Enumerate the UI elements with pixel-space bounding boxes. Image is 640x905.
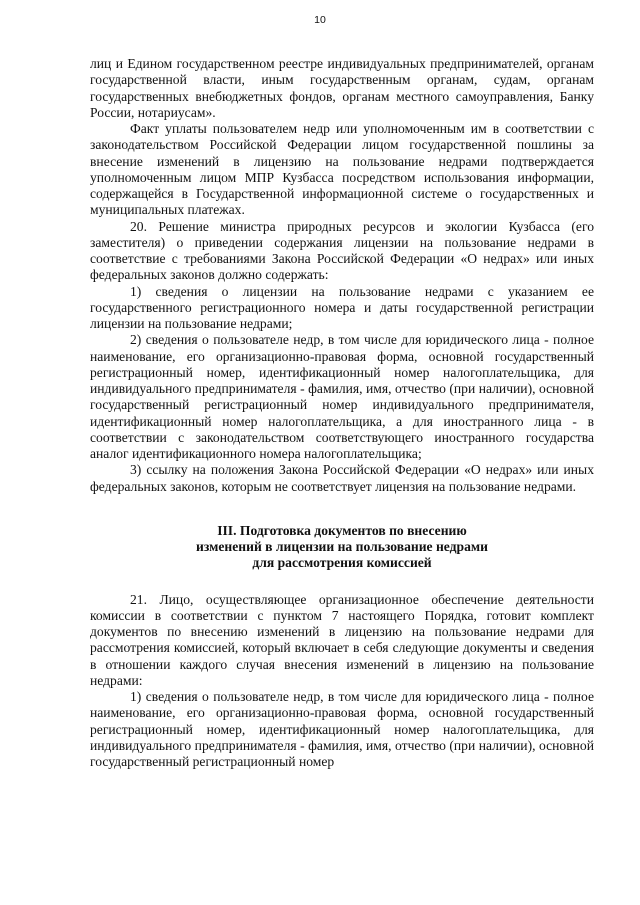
section-heading-line-2: изменений в лицензии на пользование недрами	[196, 539, 488, 555]
paragraph-fee-payment: Факт уплаты пользователем недр или уполномоченным им в соответствии с законодательством Российской Федерации лицом государственной пошлины за внесение изменений в лицензию на пользование недрами подтверждается уполномоченным лицом МПР Кузбасса посредством использования информации, содержащейся в Государственной информационной системе о государственных и муниципальных платежах.	[90, 121, 594, 218]
page-number: 10	[314, 14, 326, 26]
list-item-20-3: 3) ссылку на положения Закона Российской Федерации «О недрах» или иных федеральных законов, которым не соответствует лицензия на пользование недрами.	[90, 462, 594, 494]
paragraph-item-21: 21. Лицо, осуществляющее организационное обеспечение деятельности комиссии в соответствии с пунктом 7 настоящего Порядка, готовит комплект документов по внесению изменений в лицензию на пользование недрами для рассмотрения комиссией, который включает в себя следующие документы и сведения в отношении каждого случая внесения изменений в лицензию на пользование недрами:	[90, 591, 594, 688]
document-body	[90, 56, 594, 770]
section-heading	[90, 523, 594, 572]
list-item-20-2: 2) сведения о пользователе недр, в том числе для юридического лица - полное наименование, его организационно-правовая форма, основной государственный регистрационный номер, идентификационный номер налогоплательщика, для индивидуального предпринимателя - фамилия, имя, отчество (при наличии), основной государственный регистрационный номер индивидуального предпринимателя, идентификационный номер налогоплательщика, а для иностранного лица - в соответствии с законодательством соответствующего иностранного государства аналог идентификационного номера налогоплательщика;	[90, 332, 594, 461]
list-item-20-1: 1) сведения о лицензии на пользование недрами с указанием ее государственного регистрационного номера и даты государственной регистрации лицензии на пользование недрами;	[90, 283, 594, 331]
section-heading-line-3: для рассмотрения комиссией	[252, 555, 432, 571]
section-heading-line-1: III. Подготовка документов по внесению	[217, 522, 467, 538]
list-item-21-1: 1) сведения о пользователе недр, в том числе для юридического лица - полное наименование, его организационно-правовая форма, основной государственный регистрационный номер, идентификационный номер налогоплательщика, для индивидуального предпринимателя - фамилия, имя, отчество (при наличии), основной государственный регистрационный номер	[90, 689, 594, 770]
paragraph-continuation: лиц и Едином государственном реестре индивидуальных предпринимателей, органам государственной власти, иным государственным органам, судам, органам государственных внебюджетных фондов, органам местного самоуправления, Банку России, нотариусам».	[90, 56, 594, 120]
paragraph-item-20: 20. Решение министра природных ресурсов и экологии Кузбасса (его заместителя) о приведении содержания лицензии на пользование недрами в соответствие с требованиями Закона Российской Федерации «О недрах» или иных федеральных законов должно содержать:	[90, 218, 594, 283]
